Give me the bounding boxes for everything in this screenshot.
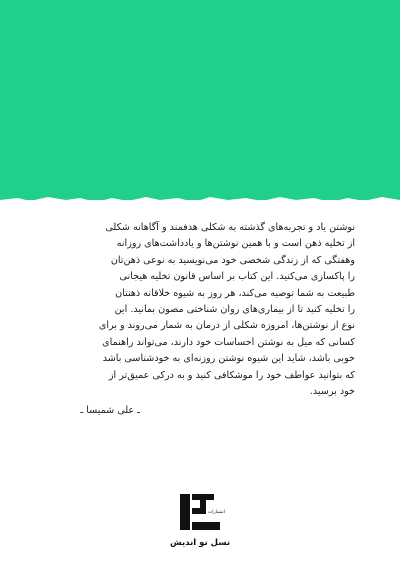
blurb-line: وهفتگی که از زندگی شخصی خود می‌نویسید به نوعی ذهن‌تان (110, 254, 355, 266)
blurb-line: را تخلیه کنید تا از بیماری‌های روان شناختی مصون بمانید. این (114, 304, 355, 316)
blurb-line: طبیعت به شما توصیه می‌کند، هر روز به شیوه خلاقانه ذهنتان (115, 287, 355, 299)
blurb-line: خود برسید. (309, 386, 355, 398)
blurb-line: نوع از نوشتن‌ها، امروزه شکلی از درمان به شمار می‌روند و برای (98, 320, 355, 332)
green-top-band (0, 0, 400, 200)
blurb-line: از تخلیه ذهن است و با همین نوشتن‌ها و یادداشت‌های روزانه (116, 238, 355, 250)
blurb-text (50, 220, 355, 400)
blurb-line: را پاکسازی می‌کنید. این کتاب بر اساس قانون تخلیه هیجانی (119, 271, 355, 283)
blurb-line: نوشتن یاد و تجربه‌های گذشته به شکلی هدفمند و آگاهانه شکلی (105, 222, 355, 233)
publisher-name: نسل نو اندیش (169, 538, 231, 548)
publisher-block (150, 490, 250, 560)
torn-paper-edge (0, 186, 400, 216)
blurb-line: کسانی که میل به نوشتن احساسات خود دارند، می‌تواند راهنمای (102, 336, 355, 348)
author-signature: ـ علی شمیسا ـ (80, 405, 140, 416)
blurb-line: خوبی باشد، شاید این شیوه نوشتن روزنه‌ای به خودشناسی باشد (102, 353, 355, 365)
publisher-small-label: انتشارات (208, 510, 225, 515)
blurb-line: که بتوانید عواطف خود را موشکافی کنید و به درکی عمیق‌تر از (108, 369, 355, 381)
